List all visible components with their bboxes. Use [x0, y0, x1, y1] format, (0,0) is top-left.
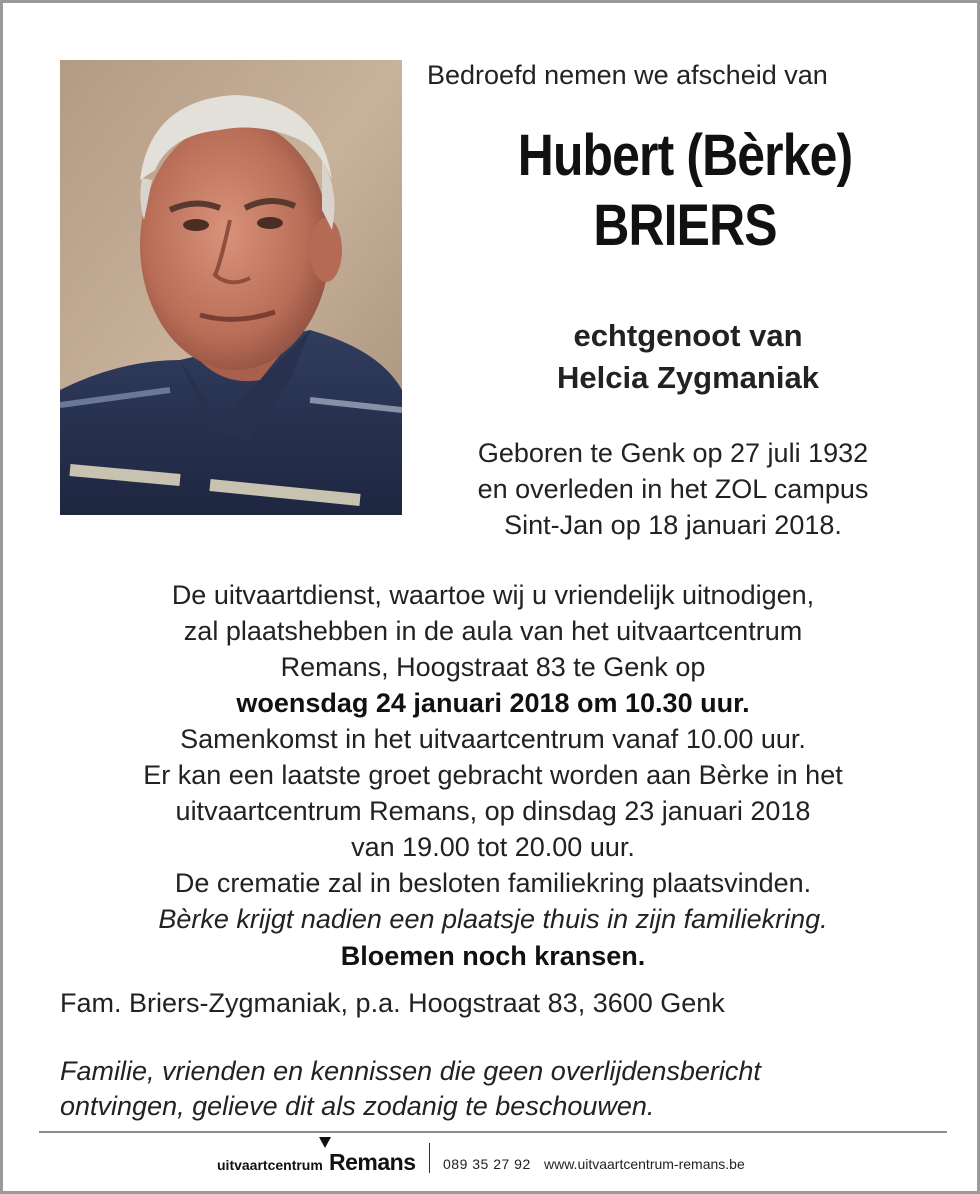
death-date-line: Sint-Jan op 18 januari 2018.: [504, 510, 842, 540]
service-italic-line: Bèrke krijgt nadien een plaatsje thuis in zijn familiekring.: [158, 904, 828, 934]
portrait-illustration: [60, 60, 402, 515]
spouse-block: [463, 315, 913, 399]
logo-triangle-icon: [319, 1137, 331, 1148]
service-line: Er kan een laatste groet gebracht worden aan Bèrke in het: [143, 760, 843, 790]
flowers-note: Bloemen noch kransen.: [340, 941, 646, 971]
spouse-relation: echtgenoot van: [573, 318, 803, 353]
service-line: De uitvaartdienst, waartoe wij u vriendelijk uitnodigen,: [171, 580, 815, 610]
service-line: De crematie zal in besloten familiekring plaatsvinden.: [174, 868, 812, 898]
footer-divider: [39, 1131, 947, 1133]
footer-phone: 089 35 27 92: [443, 1156, 531, 1172]
birth-death-block: [423, 435, 923, 543]
footer-website: www.uitvaartcentrum-remans.be: [544, 1156, 745, 1172]
service-date: woensdag 24 januari 2018 om 10.30 uur.: [236, 688, 750, 718]
service-line: zal plaatshebben in de aula van het uitvaartcentrum: [183, 616, 803, 646]
portrait-photo: [60, 60, 402, 515]
deceased-last-name: BRIERS: [593, 193, 777, 258]
intro-text: Bedroefd nemen we afscheid van: [427, 60, 828, 90]
footer: [3, 1137, 980, 1187]
service-details: [3, 577, 980, 974]
service-line: Remans, Hoogstraat 83 te Genk op: [280, 652, 706, 682]
notice-line: ontvingen, gelieve dit als zodanig te beschouwen.: [60, 1091, 655, 1121]
family-address: Fam. Briers-Zygmaniak, p.a. Hoogstraat 83, 3600 Genk: [60, 988, 725, 1018]
service-line: van 19.00 tot 20.00 uur.: [351, 832, 635, 862]
deceased-name: [487, 121, 883, 261]
notice-text: [60, 1054, 940, 1124]
service-line: uitvaartcentrum Remans, op dinsdag 23 januari 2018: [175, 796, 811, 826]
service-line: Samenkomst in het uitvaartcentrum vanaf 10.00 uur.: [180, 724, 806, 754]
spouse-name: Helcia Zygmaniak: [557, 360, 819, 395]
notice-line: Familie, vrienden en kennissen die geen overlijdensbericht: [60, 1056, 761, 1086]
deceased-first-name: Hubert (Bèrke): [517, 123, 853, 188]
logo-brand-text: Remans: [329, 1149, 416, 1175]
death-line: en overleden in het ZOL campus: [477, 474, 869, 504]
logo-small-text: uitvaartcentrum: [217, 1157, 323, 1173]
footer-separator: [429, 1143, 430, 1173]
birth-line: Geboren te Genk op 27 juli 1932: [477, 438, 869, 468]
